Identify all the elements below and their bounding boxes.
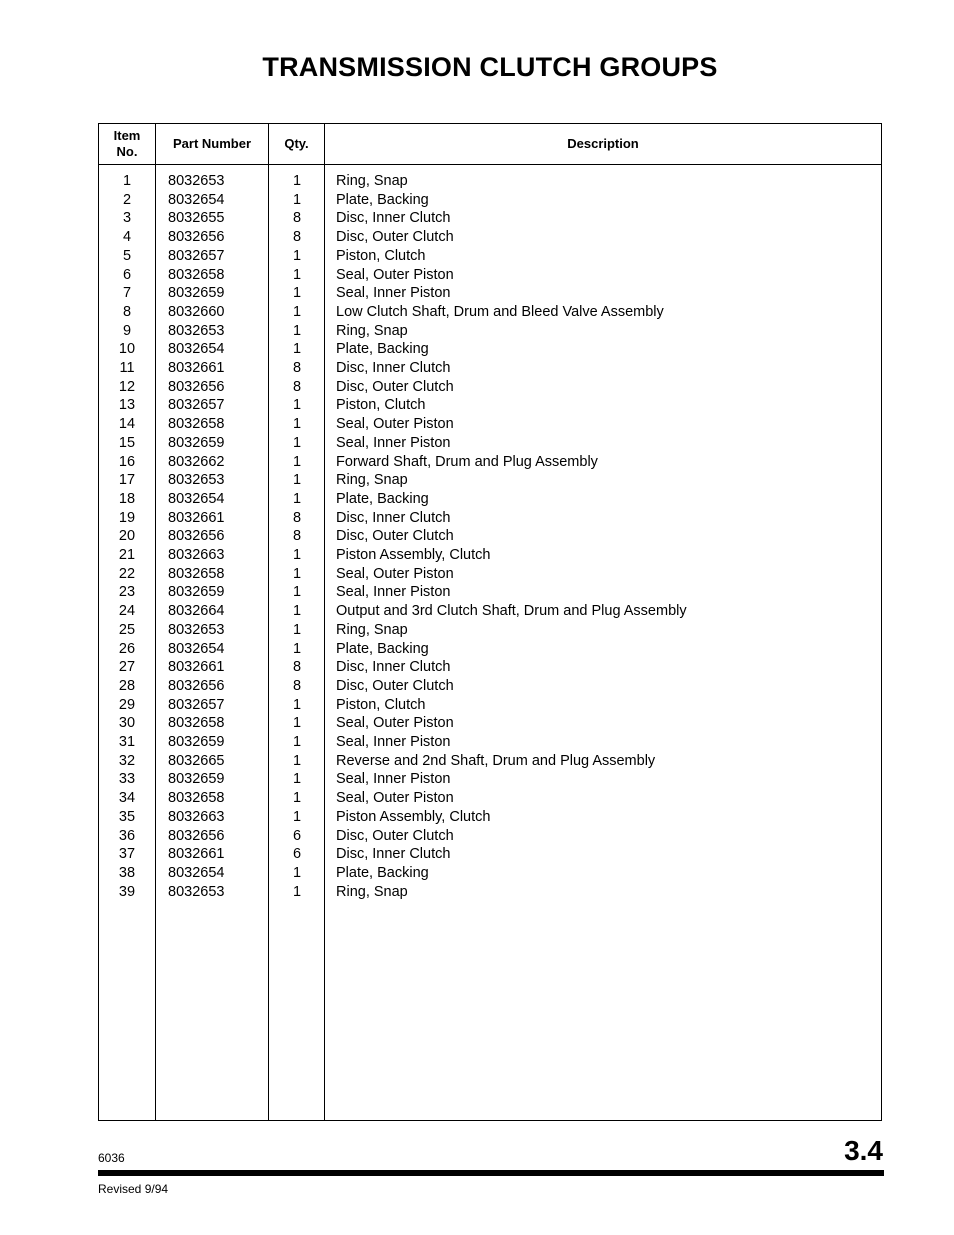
qty-cell: 1 [292, 584, 302, 601]
table-row [99, 415, 881, 434]
description-cell: Plate, Backing [336, 864, 429, 881]
part-number-cell: 8032654 [168, 341, 225, 358]
table-row [99, 322, 881, 341]
part-number-cell: 8032661 [168, 659, 225, 676]
table-row [99, 789, 881, 808]
part-number-cell: 8032653 [168, 621, 225, 638]
table-row [99, 471, 881, 490]
qty-cell: 1 [292, 453, 302, 470]
description-cell: Seal, Outer Piston [336, 266, 454, 283]
part-number-cell: 8032659 [168, 771, 225, 788]
table-row [99, 509, 881, 528]
part-number-cell: 8032659 [168, 734, 225, 750]
item-no-cell: 25 [118, 621, 136, 638]
item-no-cell: 1 [122, 173, 132, 189]
part-number-cell: 8032657 [168, 397, 225, 414]
item-no-cell: 34 [118, 790, 136, 807]
table-row [99, 209, 881, 228]
qty-cell: 1 [292, 173, 302, 189]
qty-cell: 1 [292, 191, 302, 208]
qty-cell: 1 [292, 883, 302, 900]
table-row [99, 733, 881, 752]
description-cell: Seal, Inner Piston [336, 771, 451, 788]
table-row [99, 640, 881, 659]
part-number-cell: 8032659 [168, 285, 225, 302]
qty-cell: 8 [292, 210, 302, 227]
description-cell: Reverse and 2nd Shaft, Drum and Plug Assembly [336, 752, 656, 769]
item-no-cell: 23 [118, 584, 136, 601]
table-row [99, 340, 881, 359]
table-row [99, 284, 881, 303]
item-no-cell: 13 [118, 397, 136, 414]
description-cell: Output and 3rd Clutch Shaft, Drum and Plug Assembly [336, 603, 687, 620]
qty-cell: 1 [292, 808, 302, 825]
qty-cell: 1 [292, 864, 302, 881]
item-no-cell: 26 [118, 640, 136, 657]
qty-cell: 1 [292, 434, 302, 451]
footer-rule [98, 1170, 884, 1176]
qty-cell: 1 [292, 341, 302, 358]
description-cell: Ring, Snap [336, 621, 408, 638]
qty-cell: 1 [292, 303, 302, 320]
part-number-cell: 8032656 [168, 677, 225, 694]
table-row [99, 827, 881, 846]
description-cell: Piston Assembly, Clutch [336, 808, 491, 825]
item-no-cell: 8 [122, 303, 132, 320]
item-no-cell: 4 [122, 229, 132, 246]
description-cell: Seal, Outer Piston [336, 790, 454, 807]
part-number-cell: 8032658 [168, 266, 225, 283]
part-number-cell: 8032661 [168, 509, 225, 526]
header-item-line1: Item [113, 128, 141, 143]
description-cell: Disc, Inner Clutch [336, 659, 451, 676]
qty-cell: 1 [292, 603, 302, 620]
item-no-cell: 16 [118, 453, 136, 470]
table-row [99, 864, 881, 883]
qty-cell: 1 [292, 771, 302, 788]
description-cell: Plate, Backing [336, 640, 429, 657]
document-number: 6036 [98, 1151, 125, 1165]
table-row [99, 583, 881, 602]
header-part-number: Part Number [172, 136, 252, 151]
qty-cell: 1 [292, 416, 302, 433]
description-cell: Plate, Backing [336, 341, 429, 358]
item-no-cell: 7 [122, 285, 132, 302]
qty-cell: 1 [292, 490, 302, 507]
part-number-cell: 8032660 [168, 303, 225, 320]
qty-cell: 1 [292, 547, 302, 563]
part-number-cell: 8032659 [168, 434, 225, 451]
header-description: Description [567, 136, 639, 151]
description-cell: Disc, Outer Clutch [336, 677, 454, 694]
qty-cell: 6 [292, 846, 302, 863]
table-row [99, 266, 881, 285]
part-number-cell: 8032657 [168, 696, 225, 713]
table-row [99, 191, 881, 210]
item-no-cell: 33 [118, 771, 136, 788]
table-row [99, 770, 881, 789]
table-row [99, 845, 881, 864]
page-title: TRANSMISSION CLUTCH GROUPS [262, 52, 718, 82]
item-no-cell: 31 [118, 734, 136, 750]
part-number-cell: 8032658 [168, 416, 225, 433]
description-cell: Disc, Inner Clutch [336, 509, 451, 526]
item-no-cell: 24 [118, 603, 136, 620]
item-no-cell: 10 [118, 341, 136, 358]
part-number-cell: 8032654 [168, 640, 225, 657]
item-no-cell: 32 [118, 752, 136, 769]
table-row [99, 658, 881, 677]
description-cell: Disc, Outer Clutch [336, 229, 454, 246]
header-item-line2: No. [116, 144, 138, 159]
item-no-cell: 5 [122, 247, 132, 264]
header-item-no [99, 124, 155, 164]
part-number-cell: 8032663 [168, 808, 225, 825]
part-number-cell: 8032659 [168, 584, 225, 601]
table-row [99, 453, 881, 472]
part-number-cell: 8032656 [168, 827, 225, 844]
item-no-cell: 27 [118, 659, 136, 676]
qty-cell: 1 [292, 752, 302, 769]
item-no-cell: 11 [119, 360, 135, 376]
qty-cell: 1 [292, 715, 302, 732]
part-number-cell: 8032653 [168, 472, 225, 489]
qty-cell: 1 [292, 266, 302, 283]
part-number-cell: 8032653 [168, 322, 225, 339]
table-row [99, 546, 881, 565]
part-number-cell: 8032658 [168, 790, 225, 807]
item-no-cell: 35 [118, 808, 136, 825]
table-row [99, 247, 881, 266]
description-cell: Piston, Clutch [336, 397, 426, 414]
part-number-cell: 8032653 [168, 883, 225, 900]
qty-cell: 1 [292, 247, 302, 264]
item-no-cell: 28 [118, 677, 136, 694]
description-cell: Plate, Backing [336, 490, 429, 507]
description-cell: Disc, Outer Clutch [336, 378, 454, 395]
qty-cell: 1 [292, 322, 302, 339]
item-no-cell: 38 [118, 864, 136, 881]
item-no-cell: 3 [122, 210, 132, 227]
table-row [99, 714, 881, 733]
item-no-cell: 20 [118, 528, 136, 545]
description-cell: Disc, Outer Clutch [336, 528, 454, 545]
item-no-cell: 29 [118, 696, 136, 713]
table-row [99, 696, 881, 715]
table-row [99, 396, 881, 415]
item-no-cell: 22 [118, 565, 136, 582]
table-row [99, 378, 881, 397]
qty-cell: 8 [292, 677, 302, 694]
header-divider [99, 164, 881, 165]
description-cell: Seal, Outer Piston [336, 416, 454, 433]
description-cell: Seal, Inner Piston [336, 584, 451, 601]
description-cell: Disc, Outer Clutch [336, 827, 454, 844]
qty-cell: 6 [292, 827, 302, 844]
table-row [99, 303, 881, 322]
qty-cell: 1 [292, 565, 302, 582]
table-row [99, 621, 881, 640]
table-row [99, 434, 881, 453]
item-no-cell: 37 [118, 846, 136, 863]
qty-cell: 8 [292, 378, 302, 395]
revision-note: Revised 9/94 [98, 1182, 169, 1196]
table-row [99, 490, 881, 509]
description-cell: Ring, Snap [336, 472, 408, 489]
qty-cell: 8 [292, 509, 302, 526]
part-number-cell: 8032656 [168, 528, 225, 545]
qty-cell: 1 [292, 472, 302, 489]
item-no-cell: 15 [118, 434, 136, 451]
part-number-cell: 8032653 [168, 173, 225, 189]
item-no-cell: 19 [118, 509, 136, 526]
description-cell: Disc, Inner Clutch [336, 210, 451, 227]
description-cell: Piston, Clutch [336, 696, 426, 713]
table-row [99, 228, 881, 247]
description-cell: Forward Shaft, Drum and Plug Assembly [336, 453, 598, 470]
qty-cell: 1 [292, 285, 302, 302]
description-cell: Ring, Snap [336, 883, 408, 900]
parts-table [98, 123, 882, 1121]
table-row [99, 565, 881, 584]
description-cell: Disc, Inner Clutch [336, 360, 451, 376]
qty-cell: 8 [292, 659, 302, 676]
qty-cell: 1 [292, 734, 302, 750]
part-number-cell: 8032656 [168, 229, 225, 246]
part-number-cell: 8032661 [168, 846, 225, 863]
description-cell: Seal, Inner Piston [336, 434, 451, 451]
description-cell: Low Clutch Shaft, Drum and Bleed Valve Assembly [336, 303, 664, 320]
item-no-cell: 14 [118, 416, 136, 433]
description-cell: Piston Assembly, Clutch [336, 547, 491, 563]
item-no-cell: 12 [118, 378, 136, 395]
part-number-cell: 8032654 [168, 490, 225, 507]
part-number-cell: 8032655 [168, 210, 225, 227]
description-cell: Seal, Outer Piston [336, 715, 454, 732]
table-row [99, 883, 881, 902]
description-cell: Piston, Clutch [336, 247, 426, 264]
part-number-cell: 8032663 [168, 547, 225, 563]
table-row [99, 602, 881, 621]
part-number-cell: 8032658 [168, 715, 225, 732]
description-cell: Ring, Snap [336, 173, 408, 189]
description-cell: Disc, Inner Clutch [336, 846, 451, 863]
qty-cell: 1 [292, 790, 302, 807]
part-number-cell: 8032654 [168, 191, 225, 208]
page-number: 3.4 [844, 1135, 883, 1166]
item-no-cell: 30 [118, 715, 136, 732]
qty-cell: 1 [292, 621, 302, 638]
part-number-cell: 8032654 [168, 864, 225, 881]
part-number-cell: 8032664 [168, 603, 225, 620]
qty-cell: 8 [292, 528, 302, 545]
part-number-cell: 8032658 [168, 565, 225, 582]
qty-cell: 1 [292, 397, 302, 414]
item-no-cell: 6 [122, 266, 132, 283]
header-qty: Qty. [284, 136, 309, 151]
table-row [99, 677, 881, 696]
qty-cell: 8 [292, 360, 302, 376]
item-no-cell: 9 [122, 322, 132, 339]
item-no-cell: 39 [118, 883, 136, 900]
qty-cell: 1 [292, 640, 302, 657]
qty-cell: 1 [292, 696, 302, 713]
qty-cell: 8 [292, 229, 302, 246]
part-number-cell: 8032657 [168, 247, 225, 264]
description-cell: Plate, Backing [336, 191, 429, 208]
item-no-cell: 21 [118, 547, 136, 563]
table-row [99, 172, 881, 191]
item-no-cell: 17 [118, 472, 136, 489]
description-cell: Seal, Outer Piston [336, 565, 454, 582]
part-number-cell: 8032665 [168, 752, 225, 769]
description-cell: Seal, Inner Piston [336, 285, 451, 302]
part-number-cell: 8032661 [168, 360, 225, 376]
item-no-cell: 18 [118, 490, 136, 507]
item-no-cell: 2 [122, 191, 132, 208]
table-row [99, 752, 881, 771]
part-number-cell: 8032656 [168, 378, 225, 395]
table-row [99, 527, 881, 546]
table-row [99, 359, 881, 378]
description-cell: Ring, Snap [336, 322, 408, 339]
part-number-cell: 8032662 [168, 453, 225, 470]
description-cell: Seal, Inner Piston [336, 734, 451, 750]
table-row [99, 808, 881, 827]
item-no-cell: 36 [118, 827, 136, 844]
